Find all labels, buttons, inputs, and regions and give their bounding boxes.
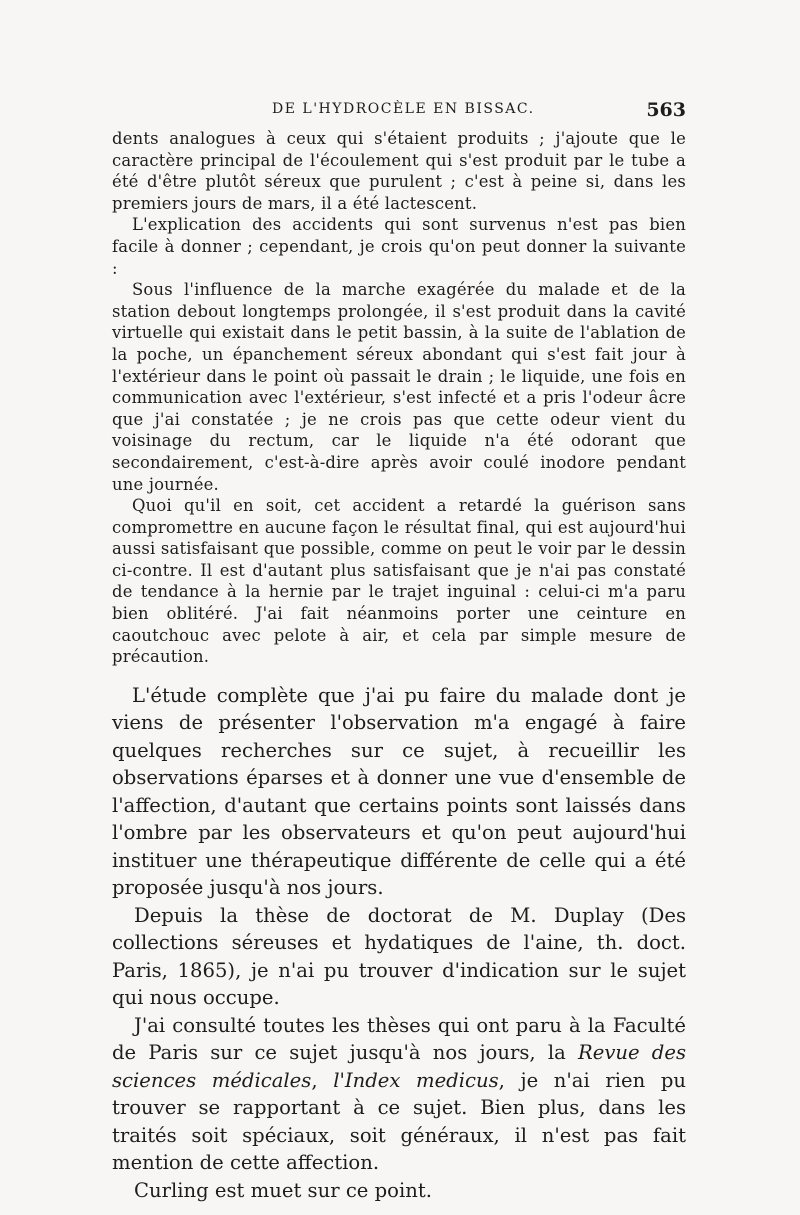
paragraph-with-italics [112, 1012, 686, 1177]
italic-title-index: l'Index medicus [333, 1068, 499, 1092]
paragraph: Curling est muet sur ce point. [134, 1178, 432, 1202]
paragraph: L'explication des accidents qui sont survenus n'est pas bien facile à donner ; cependant, je crois qu'on peut donner la suivante : [112, 215, 686, 278]
text-run: J'ai consulté toutes les thèses qui ont paru à la Faculté de Paris sur ce sujet jusqu'à nos jours, la [112, 1013, 686, 1065]
observation-text [112, 128, 686, 668]
page-body [112, 128, 686, 1204]
paragraph: Sous l'influence de la marche exagérée du malade et de la station debout longtemps prolongée, il s'est produit dans la cavité virtuelle qui existait dans le petit bassin, à la suite de l'ablation de la poche, un épanchement séreux abondant qui s'est fait jour à l'extérieur dans le point où passait le drain ; le liquide, une fois en communication avec l'extérieur, s'est infecté et a pris l'odeur âcre que j'ai constatée ; je ne crois pas que cette odeur vient du voisinage du rectum, car le liquide n'a été odorant que secondairement, c'est-à-dire après avoir coulé inodore pendant une journée. [112, 280, 686, 494]
main-text [112, 682, 686, 1205]
paragraph: L'étude complète que j'ai pu faire du malade dont je viens de présenter l'observation m'a engagé à faire quelques recherches sur ce sujet, à recueillir les observations éparses et à donner une vue d'ensemble de l'affection, d'autant que certains points sont laissés dans l'ombre par les observateurs et qu'on peut aujourd'hui instituer une thérapeutique différente de celle qui a été proposée jusqu'à nos jours. [112, 683, 686, 900]
paragraph: dents analogues à ceux qui s'étaient produits ; j'ajoute que le caractère principal de l'écoulement qui s'est produit par le tube a été d'être plutôt séreux que purulent ; c'est à peine si, dans les premiers jours de mars, il a été lactescent. [112, 129, 686, 213]
page-number: 563 [646, 99, 686, 121]
page-header [112, 99, 686, 125]
paragraph: Quoi qu'il en soit, cet accident a retardé la guérison sans compromettre en aucune façon le résultat final, qui est aujourd'hui aussi satisfaisant que possible, comme on peut le voir par le dessin ci-contre. Il est d'autant plus satisfaisant que je n'ai pas constaté de tendance à la hernie par le trajet inguinal : celui-ci m'a paru bien oblitéré. J'ai fait néanmoins porter une ceinture en caoutchouc avec pelote à air, et cela par simple mesure de précaution. [112, 496, 686, 667]
running-title: DE L'HYDROCÈLE EN BISSAC. [272, 101, 535, 117]
paragraph: Depuis la thèse de doctorat de M. Duplay (Des collections séreuses et hydatiques de l'aine, th. doct. Paris, 1865), je n'ai pu trouver d'indication sur le sujet qui nous occupe. [112, 903, 686, 1010]
text-run: , [311, 1068, 334, 1092]
text-run: , je n'ai rien pu trouver se rapportant à ce sujet. Bien plus, dans les traités soit spéciaux, soit généraux, il n'est pas fait mention de cette affection. [112, 1068, 687, 1175]
italic-title-revue: Revue des sciences médicales [112, 1041, 686, 1092]
